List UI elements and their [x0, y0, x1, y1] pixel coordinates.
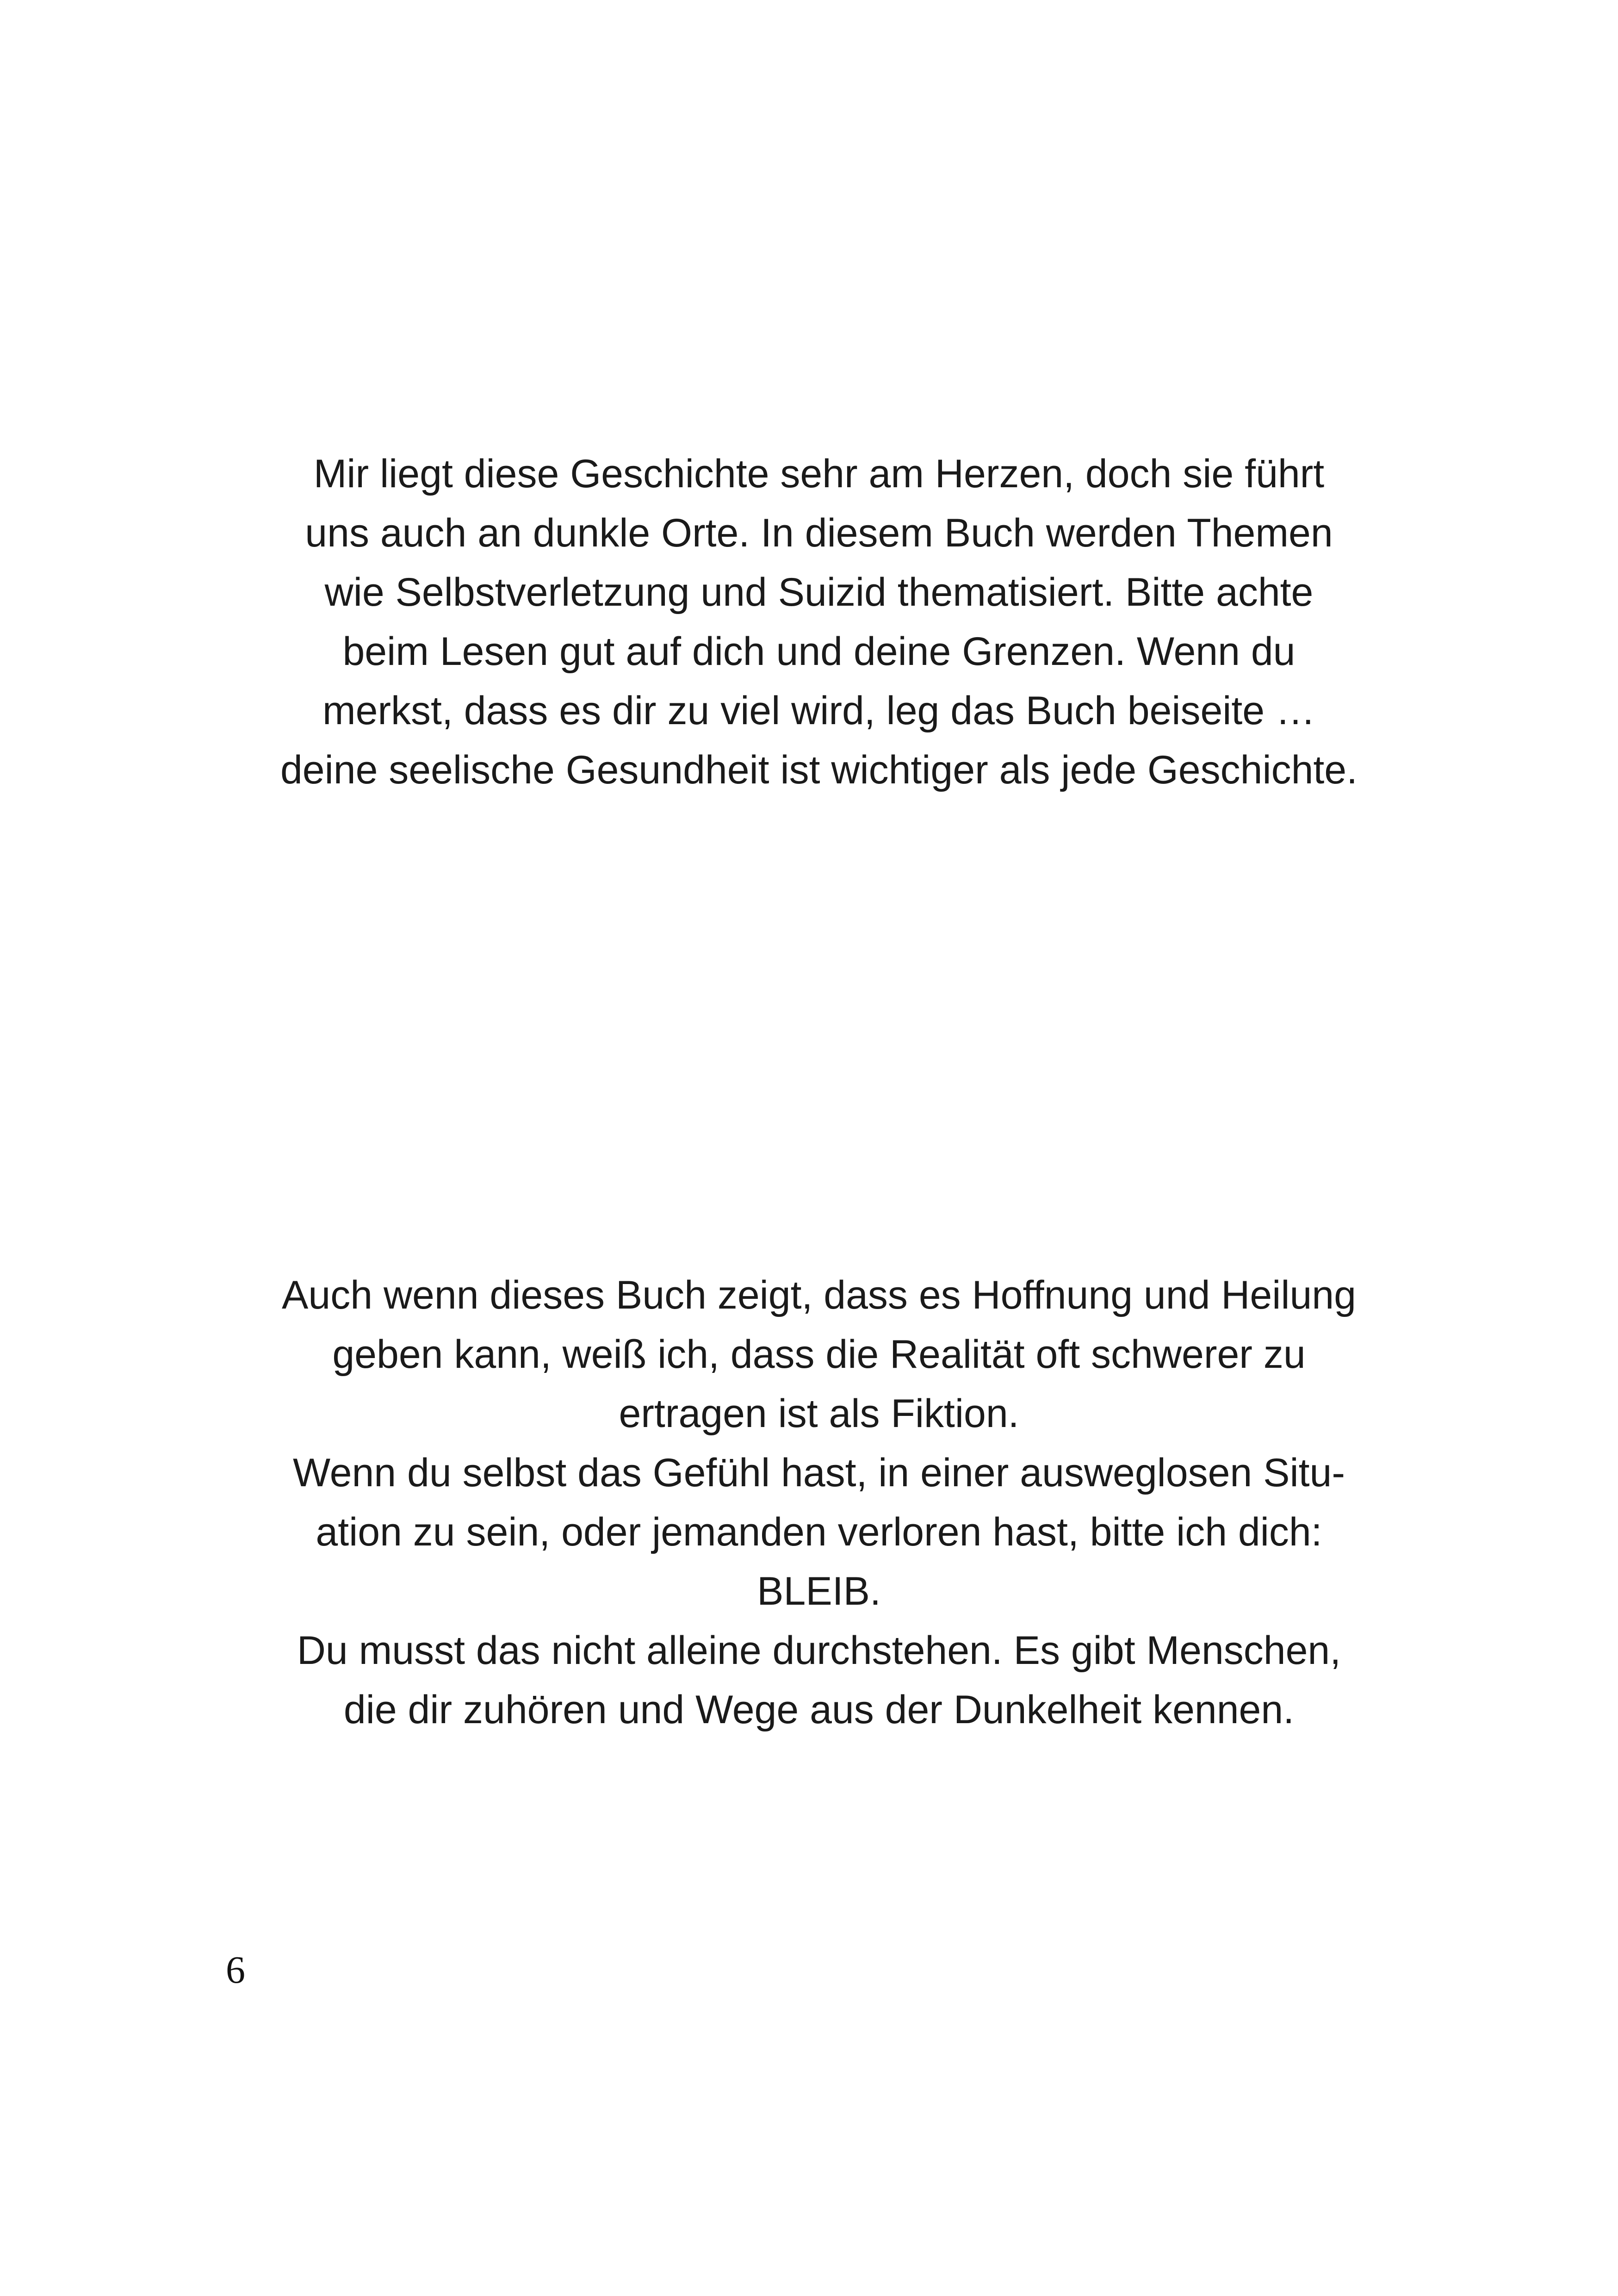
text-line: die dir zuhören und Wege aus der Dunkelheit kennen. [343, 1688, 1295, 1732]
text-line: uns auch an dunkle Orte. In diesem Buch werden Themen [305, 511, 1333, 555]
text-line: ertragen ist als Fiktion. [619, 1391, 1019, 1436]
text-line: deine seelische Gesundheit ist wichtiger als jede Geschichte. [280, 748, 1358, 792]
help-message-paragraph [194, 1266, 1444, 1739]
text-line: geben kann, weiß ich, dass die Realität oft schwerer zu [332, 1332, 1306, 1377]
page-number: 6 [226, 1948, 245, 1992]
text-line: Wenn du selbst das Gefühl hast, in einer ausweglosen Situ- [293, 1451, 1345, 1495]
text-line: beim Lesen gut auf dich und deine Grenzen. Wenn du [342, 629, 1296, 674]
text-line: merkst, dass es dir zu viel wird, leg das Buch beiseite … [322, 689, 1316, 733]
text-line: ation zu sein, oder jemanden verloren hast, bitte ich dich: [316, 1510, 1322, 1554]
text-line: wie Selbstverletzung und Suizid thematisiert. Bitte achte [324, 570, 1314, 614]
text-line: Auch wenn dieses Buch zeigt, dass es Hoffnung und Heilung [282, 1273, 1356, 1317]
text-line: Mir liegt diese Geschichte sehr am Herzen, doch sie führt [313, 452, 1325, 496]
text-line: Du musst das nicht alleine durchstehen. Es gibt Menschen, [297, 1628, 1341, 1673]
text-line-emphasis: BLEIB. [757, 1569, 881, 1613]
content-warning-paragraph [194, 444, 1444, 800]
